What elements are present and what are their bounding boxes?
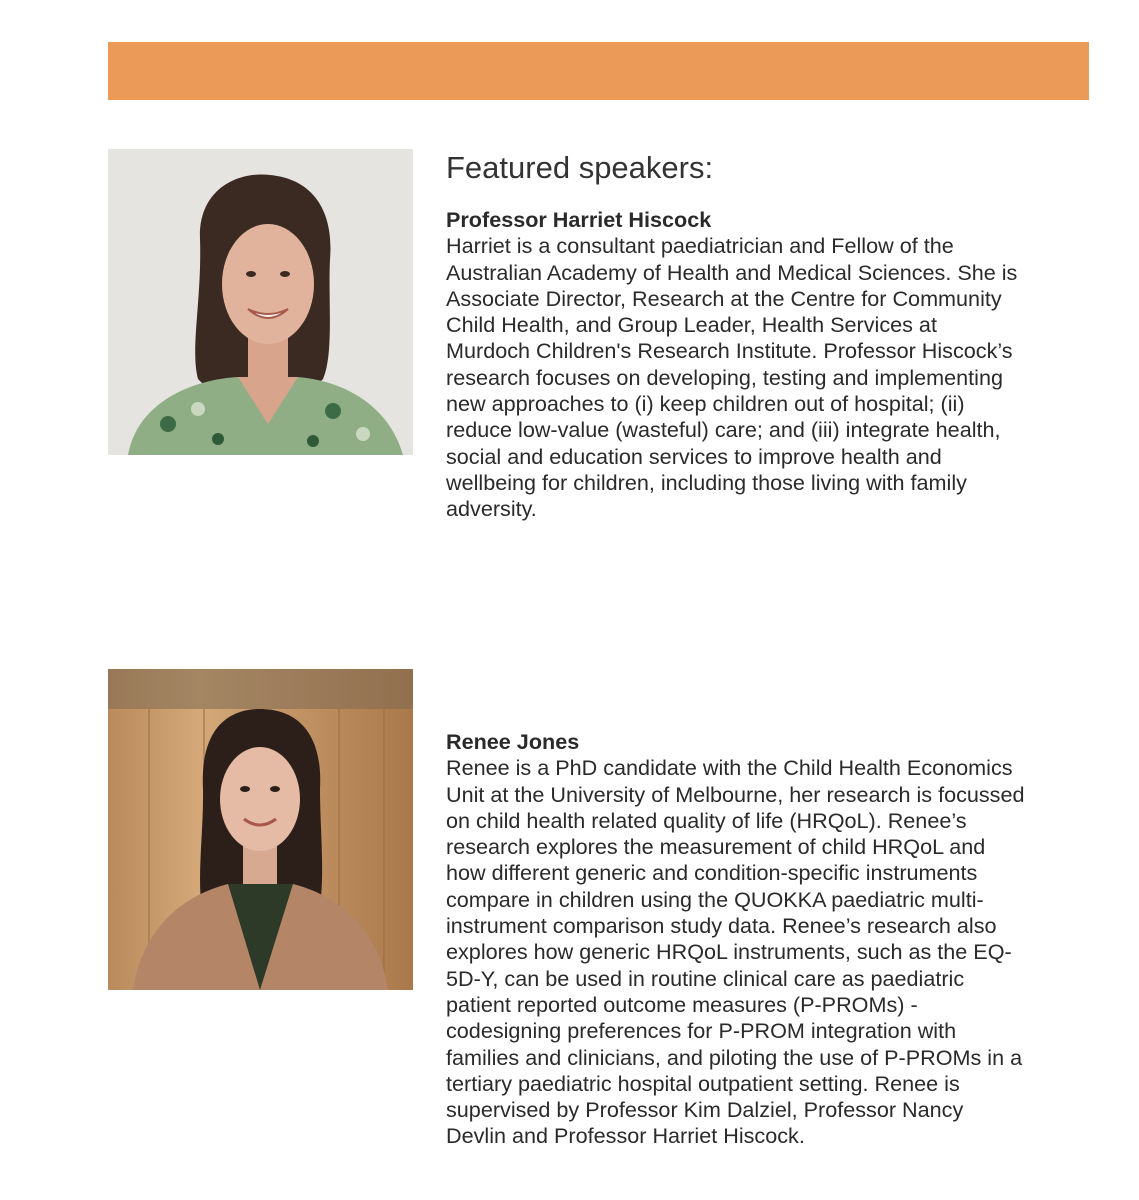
bio-line: research explores the measurement of child HRQoL and xyxy=(446,834,986,860)
header-banner xyxy=(108,42,1089,100)
bio-line: wellbeing for children, including those living with family xyxy=(446,469,967,495)
speaker-bio-renee xyxy=(446,729,1106,1150)
portrait-image xyxy=(108,669,413,990)
page-title: Featured speakers: xyxy=(446,150,714,185)
bio-line: instrument comparison study data. Renee’s research also xyxy=(446,913,997,939)
bio-line: adversity. xyxy=(446,496,537,522)
bio-line: Devlin and Professor Harriet Hiscock. xyxy=(446,1123,805,1149)
bio-line: supervised by Professor Kim Dalziel, Professor Nancy xyxy=(446,1097,964,1123)
bio-line: Harriet is a consultant paediatrician and Fellow of the xyxy=(446,233,954,259)
bio-line: families and clinicians, and piloting the use of P-PROMs in a xyxy=(446,1044,1023,1070)
bio-line: how different generic and condition-specific instruments xyxy=(446,860,978,886)
bio-line: Australian Academy of Health and Medical Sciences. She is xyxy=(446,259,1018,285)
bio-line: Unit at the University of Melbourne, her research is focussed xyxy=(446,781,1025,807)
bio-line: Murdoch Children's Research Institute. Professor Hiscock’s xyxy=(446,338,1013,364)
bio-line: reduce low-value (wasteful) care; and (iii) integrate health, xyxy=(446,417,1001,443)
bio-line: tertiary paediatric hospital outpatient setting. Renee is xyxy=(446,1070,960,1096)
bio-line: Associate Director, Research at the Centre for Community xyxy=(446,285,1002,311)
speaker-bio-harriet xyxy=(446,207,1106,523)
bio-line: on child health related quality of life (HRQoL). Renee’s xyxy=(446,807,967,833)
speaker-name: Professor Harriet Hiscock xyxy=(446,207,712,232)
bio-line: codesigning preferences for P-PROM integration with xyxy=(446,1018,957,1044)
bio-line: social and education services to improve health and xyxy=(446,443,942,469)
speaker-name: Renee Jones xyxy=(446,729,580,754)
speaker-photo-harriet xyxy=(108,149,413,455)
bio-line: 5D-Y, can be used in routine clinical care as paediatric xyxy=(446,965,965,991)
bio-line: Child Health, and Group Leader, Health Services at xyxy=(446,312,937,338)
bio-line: explores how generic HRQoL instruments, such as the EQ- xyxy=(446,939,1012,965)
bio-line: compare in children using the QUOKKA paediatric multi- xyxy=(446,886,984,912)
portrait-image xyxy=(108,149,413,455)
bio-line: new approaches to (i) keep children out of hospital; (ii) xyxy=(446,391,965,417)
bio-line: Renee is a PhD candidate with the Child Health Economics xyxy=(446,755,1013,781)
bio-line: patient reported outcome measures (P-PROMs) - xyxy=(446,991,918,1017)
speaker-photo-renee xyxy=(108,669,413,990)
bio-line: research focuses on developing, testing and implementing xyxy=(446,364,1003,390)
